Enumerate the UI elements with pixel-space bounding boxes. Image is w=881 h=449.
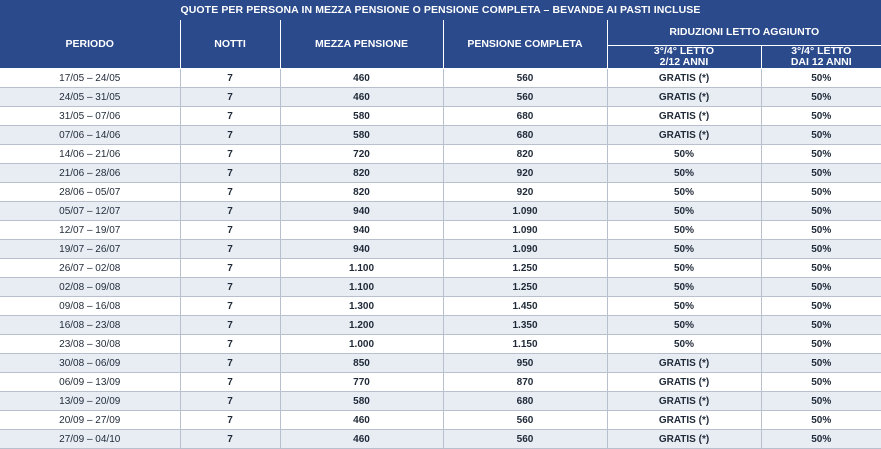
cell-rid-12: 50% (761, 164, 881, 183)
cell-mezza: 1.000 (280, 335, 443, 354)
cell-notti: 7 (180, 335, 280, 354)
cell-completa: 1.090 (443, 240, 607, 259)
cell-rid-2-12: 50% (607, 259, 761, 278)
cell-mezza: 1.100 (280, 259, 443, 278)
cell-mezza: 580 (280, 126, 443, 145)
cell-rid-12: 50% (761, 221, 881, 240)
cell-notti: 7 (180, 354, 280, 373)
cell-rid-12: 50% (761, 183, 881, 202)
cell-completa: 680 (443, 126, 607, 145)
table-row (0, 107, 881, 126)
cell-mezza: 460 (280, 411, 443, 430)
cell-mezza: 1.100 (280, 278, 443, 297)
cell-mezza: 580 (280, 392, 443, 411)
cell-completa: 950 (443, 354, 607, 373)
cell-rid-12: 50% (761, 411, 881, 430)
header-rid-2-12-line2: 2/12 ANNI (659, 56, 709, 69)
header-rid-2-12-line1: 3°/4° LETTO (653, 45, 715, 57)
header-riduzioni: RIDUZIONI LETTO AGGIUNTO (607, 20, 881, 46)
cell-notti: 7 (180, 297, 280, 316)
cell-rid-2-12: GRATIS (*) (607, 411, 761, 430)
cell-completa: 1.250 (443, 278, 607, 297)
header-rid-12-line1: 3°/4° LETTO (791, 45, 852, 57)
cell-periodo: 02/08 – 09/08 (0, 278, 180, 297)
table-row (0, 88, 881, 107)
cell-periodo: 23/08 – 30/08 (0, 335, 180, 354)
cell-rid-2-12: GRATIS (*) (607, 430, 761, 449)
cell-mezza: 820 (280, 164, 443, 183)
cell-rid-2-12: GRATIS (*) (607, 69, 761, 88)
cell-periodo: 05/07 – 12/07 (0, 202, 180, 221)
cell-notti: 7 (180, 373, 280, 392)
cell-rid-12: 50% (761, 278, 881, 297)
header-rid-12 (761, 46, 881, 69)
cell-completa: 560 (443, 88, 607, 107)
cell-rid-2-12: GRATIS (*) (607, 354, 761, 373)
cell-periodo: 06/09 – 13/09 (0, 373, 180, 392)
cell-notti: 7 (180, 259, 280, 278)
cell-rid-2-12: 50% (607, 297, 761, 316)
table-row (0, 316, 881, 335)
table-row (0, 183, 881, 202)
table-row (0, 430, 881, 449)
cell-mezza: 1.300 (280, 297, 443, 316)
cell-rid-2-12: 50% (607, 145, 761, 164)
cell-rid-2-12: GRATIS (*) (607, 88, 761, 107)
cell-rid-12: 50% (761, 354, 881, 373)
cell-rid-2-12: 50% (607, 202, 761, 221)
table-row (0, 373, 881, 392)
cell-rid-12: 50% (761, 259, 881, 278)
cell-completa: 1.090 (443, 202, 607, 221)
cell-rid-12: 50% (761, 69, 881, 88)
cell-rid-12: 50% (761, 107, 881, 126)
cell-completa: 560 (443, 69, 607, 88)
table-row (0, 411, 881, 430)
cell-mezza: 720 (280, 145, 443, 164)
cell-rid-2-12: 50% (607, 240, 761, 259)
cell-mezza: 770 (280, 373, 443, 392)
cell-completa: 1.150 (443, 335, 607, 354)
table-row (0, 69, 881, 88)
price-table (0, 20, 881, 449)
header-pensione-completa: PENSIONE COMPLETA (443, 20, 607, 69)
cell-periodo: 31/05 – 07/06 (0, 107, 180, 126)
cell-notti: 7 (180, 202, 280, 221)
table-row (0, 221, 881, 240)
cell-notti: 7 (180, 88, 280, 107)
cell-mezza: 940 (280, 240, 443, 259)
cell-rid-2-12: 50% (607, 183, 761, 202)
cell-periodo: 07/06 – 14/06 (0, 126, 180, 145)
cell-completa: 1.250 (443, 259, 607, 278)
cell-completa: 1.350 (443, 316, 607, 335)
header-rid-12-line2: DAI 12 ANNI (790, 56, 852, 69)
cell-notti: 7 (180, 69, 280, 88)
table-row (0, 202, 881, 221)
header-notti: NOTTI (180, 20, 280, 69)
cell-periodo: 30/08 – 06/09 (0, 354, 180, 373)
cell-mezza: 940 (280, 202, 443, 221)
cell-rid-12: 50% (761, 126, 881, 145)
cell-rid-12: 50% (761, 240, 881, 259)
cell-rid-2-12: GRATIS (*) (607, 126, 761, 145)
cell-completa: 1.450 (443, 297, 607, 316)
cell-completa: 680 (443, 392, 607, 411)
table-title: QUOTE PER PERSONA IN MEZZA PENSIONE O PENSIONE COMPLETA – BEVANDE AI PASTI INCLUSE (0, 0, 881, 20)
header-mezza-pensione: MEZZA PENSIONE (280, 20, 443, 69)
table-body (0, 69, 881, 449)
table-row (0, 259, 881, 278)
cell-rid-12: 50% (761, 88, 881, 107)
cell-rid-2-12: GRATIS (*) (607, 373, 761, 392)
cell-completa: 680 (443, 107, 607, 126)
cell-mezza: 460 (280, 430, 443, 449)
table-row (0, 240, 881, 259)
cell-completa: 920 (443, 164, 607, 183)
cell-periodo: 16/08 – 23/08 (0, 316, 180, 335)
cell-rid-2-12: 50% (607, 316, 761, 335)
cell-completa: 560 (443, 430, 607, 449)
cell-periodo: 14/06 – 21/06 (0, 145, 180, 164)
cell-rid-2-12: 50% (607, 164, 761, 183)
cell-mezza: 850 (280, 354, 443, 373)
cell-rid-12: 50% (761, 297, 881, 316)
table-row (0, 354, 881, 373)
cell-notti: 7 (180, 183, 280, 202)
cell-periodo: 21/06 – 28/06 (0, 164, 180, 183)
cell-periodo: 24/05 – 31/05 (0, 88, 180, 107)
cell-completa: 1.090 (443, 221, 607, 240)
cell-rid-2-12: GRATIS (*) (607, 107, 761, 126)
cell-mezza: 820 (280, 183, 443, 202)
cell-periodo: 28/06 – 05/07 (0, 183, 180, 202)
cell-notti: 7 (180, 278, 280, 297)
table-row (0, 278, 881, 297)
cell-notti: 7 (180, 221, 280, 240)
cell-mezza: 1.200 (280, 316, 443, 335)
cell-mezza: 460 (280, 88, 443, 107)
cell-rid-2-12: 50% (607, 278, 761, 297)
cell-completa: 920 (443, 183, 607, 202)
cell-mezza: 940 (280, 221, 443, 240)
cell-completa: 820 (443, 145, 607, 164)
table-row (0, 164, 881, 183)
table-row (0, 145, 881, 164)
cell-completa: 560 (443, 411, 607, 430)
cell-completa: 870 (443, 373, 607, 392)
cell-periodo: 19/07 – 26/07 (0, 240, 180, 259)
cell-notti: 7 (180, 164, 280, 183)
cell-rid-2-12: GRATIS (*) (607, 392, 761, 411)
table-row (0, 335, 881, 354)
cell-notti: 7 (180, 316, 280, 335)
cell-rid-12: 50% (761, 392, 881, 411)
cell-periodo: 26/07 – 02/08 (0, 259, 180, 278)
cell-rid-12: 50% (761, 145, 881, 164)
cell-rid-12: 50% (761, 202, 881, 221)
cell-rid-12: 50% (761, 373, 881, 392)
cell-notti: 7 (180, 107, 280, 126)
table-row (0, 297, 881, 316)
table-row (0, 126, 881, 145)
cell-periodo: 13/09 – 20/09 (0, 392, 180, 411)
cell-mezza: 460 (280, 69, 443, 88)
cell-notti: 7 (180, 126, 280, 145)
cell-rid-12: 50% (761, 316, 881, 335)
cell-notti: 7 (180, 430, 280, 449)
header-rid-2-12 (607, 46, 761, 69)
cell-rid-12: 50% (761, 335, 881, 354)
cell-periodo: 17/05 – 24/05 (0, 69, 180, 88)
cell-periodo: 20/09 – 27/09 (0, 411, 180, 430)
cell-notti: 7 (180, 411, 280, 430)
cell-rid-2-12: 50% (607, 335, 761, 354)
cell-notti: 7 (180, 240, 280, 259)
cell-rid-2-12: 50% (607, 221, 761, 240)
cell-mezza: 580 (280, 107, 443, 126)
cell-rid-12: 50% (761, 430, 881, 449)
table-row (0, 392, 881, 411)
cell-notti: 7 (180, 392, 280, 411)
header-periodo: PERIODO (0, 20, 180, 69)
cell-periodo: 27/09 – 04/10 (0, 430, 180, 449)
cell-periodo: 09/08 – 16/08 (0, 297, 180, 316)
cell-notti: 7 (180, 145, 280, 164)
cell-periodo: 12/07 – 19/07 (0, 221, 180, 240)
